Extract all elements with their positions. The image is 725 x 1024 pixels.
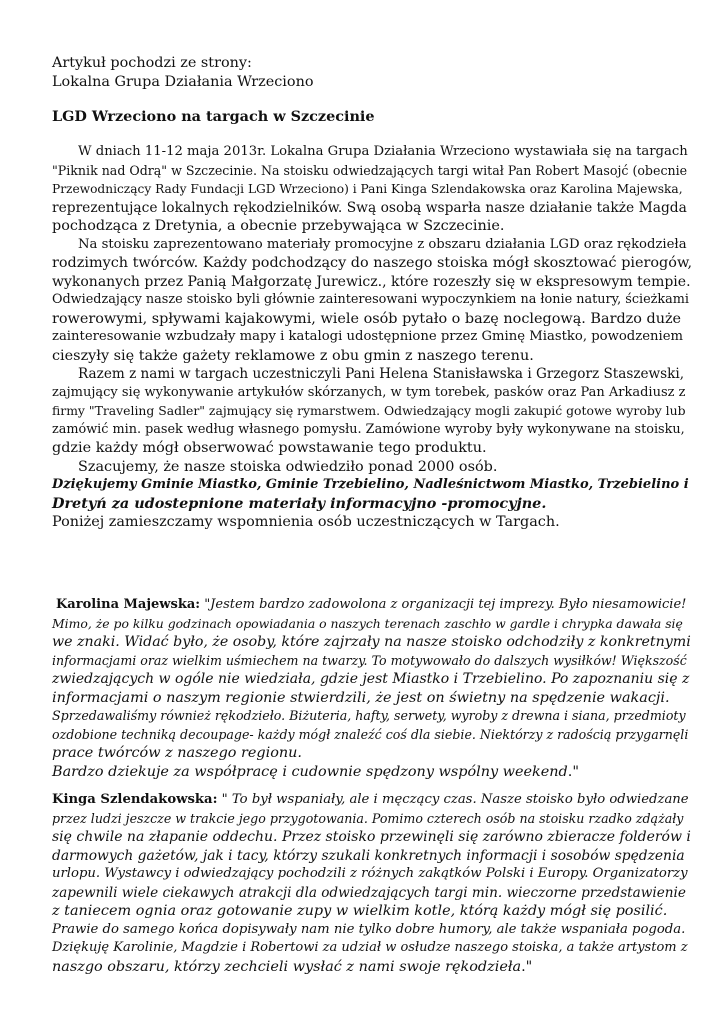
quote-text: " To był wspaniały, ale i męczący czas. Nasze stoisko było odwiedzane bbox=[221, 792, 689, 807]
quote-line: przez ludzi jeszcze w trakcie jego przygotowania. Pomimo czterech osób na stoisku rzadko zdążały bbox=[52, 810, 684, 826]
paragraph-line: zamówić min. pasek według własnego pomysłu. Zamówione wyroby były wykonywane na stoisku, bbox=[52, 421, 685, 437]
memories-intro: Poniżej zamieszczamy wspomnienia osób uczestniczących w Targach. bbox=[52, 514, 560, 530]
source-header bbox=[52, 54, 692, 91]
article-title-block bbox=[52, 108, 692, 127]
speaker-name: Kinga Szlendakowska: bbox=[52, 792, 218, 807]
quote-line: urlopu. Wystawcy i odwiedzający pochodzili z różnych zakątków Polski i Europy. Organizatorzy bbox=[52, 866, 688, 881]
paragraph-line: W dniach 11-12 maja 2013r. Lokalna Grupa Działania Wrzeciono wystawiała się na targach bbox=[78, 144, 688, 159]
paragraph-line: gdzie każdy mógł obserwować powstawanie tego produktu. bbox=[52, 440, 487, 456]
quote-line: informacjami o naszym regionie stwierdzili, że jest on świetny na spędzenie wakacji. bbox=[52, 689, 670, 706]
quote-line: z taniecem ognia oraz gotowanie zupy w wielkim kotle, którą każdy mógł się posilić. bbox=[52, 903, 668, 919]
speaker-name: Karolina Majewska: bbox=[56, 597, 201, 612]
paragraph-line: Przewodniczący Rady Fundacji LGD Wrzeciono) i Pani Kinga Szlendakowska oraz Karolina Majewska, bbox=[52, 182, 683, 196]
paragraph-line: "Piknik nad Odrą" w Szczecinie. Na stoisku odwiedzających targi witał Pan Robert Masojć (obecnie bbox=[52, 162, 688, 178]
quote-line: Dziękuję Karolinie, Magdzie i Robertowi za udział w osłudze naszego stoiska, a także artystom z bbox=[52, 940, 688, 955]
quote-line: zwiedzających w ogóle nie wiedziała, gdzie jest Miastko i Trzebielino. Po zapoznaniu się z bbox=[52, 671, 690, 687]
paragraph-line: rowerowymi, spływami kajakowymi, wiele osób pytało o bazę noclegową. Bardzo duże bbox=[52, 310, 682, 327]
quote-line: się chwile na złapanie oddechu. Przez stoisko przewinęli się zarówno zbieracze folderów i bbox=[52, 829, 691, 845]
quote-line: naszgo obszaru, którzy zechcieli wysłać z nami swoje rękodzieła bbox=[52, 958, 522, 975]
paragraph-line: pochodząca z Dretynia, a obecnie przebywająca w Szczecinie. bbox=[52, 218, 505, 234]
source-name: Lokalna Grupa Działania Wrzeciono bbox=[52, 73, 314, 90]
thanks-line: Dziękujemy Gminie Miastko, Gminie Trzebielino, Nadleśnictwom Miastko, Trzebielino i bbox=[52, 477, 689, 492]
quote-kinga bbox=[52, 791, 692, 976]
quote-line: ozdobione techniką decoupage- każdy mógł znaleźć coś dla siebie. Niektórzy z radością przygarnęli bbox=[52, 726, 689, 742]
quote-line: informacjami oraz wielkim uśmiechem na twarzy. To motywowało do dalszych wysiłków! Większość bbox=[52, 652, 687, 668]
quote-line: Prawie do samego końca dopisywały nam nie tylko dobre humory, ale także wspaniała pogoda. bbox=[52, 921, 686, 937]
paragraph-line: zajmujący się wykonywanie artykułów skórzanych, w tym torebek, pasków oraz Pan Arkadiusz z bbox=[52, 384, 686, 400]
quote-karolina bbox=[52, 596, 692, 781]
quote-line: zapewnili wiele ciekawych atrakcji dla odwiedzających targi min. wieczorne przedstawienie bbox=[52, 884, 686, 901]
quote-text: "Jestem bardzo zadowolona z organizacji tej imprezy. Było niesamowicie! bbox=[204, 597, 687, 612]
quote-line: darmowych gażetów, jak i tacy, którzy szukali konkretnych informacji i sosobów spędzenia bbox=[52, 847, 685, 864]
article-title: LGD Wrzeciono na targach w Szczecinie bbox=[52, 108, 375, 125]
quote-line: we znaki. Widać było, że osoby, które zajrzały na nasze stoisko odchodziły z konkretnymi bbox=[52, 634, 691, 650]
quote-line: Bardzo dziekuje za współpracę i cudownie spędzony wspólny weekend bbox=[52, 763, 568, 780]
memories-intro-block bbox=[52, 513, 692, 532]
paragraph-line: Szacujemy, że nasze stoiska odwiedziło ponad 2000 osób. bbox=[78, 458, 498, 475]
paragraph-line: cieszyły się także gażety reklamowe z obu gmin z naszego terenu. bbox=[52, 347, 534, 364]
article-body bbox=[52, 143, 692, 513]
paragraph-line: rodzimych twórców. Każdy podchodzący do naszego stoiska mógł skosztować pierogów, bbox=[52, 255, 693, 271]
paragraph-line: zainteresowanie wzbudzały mapy i katalogi udostępnione przez Gminę Miastko, powodzeniem bbox=[52, 329, 684, 344]
source-label: Artykuł pochodzi ze strony: bbox=[52, 55, 252, 71]
closing-quote: ." bbox=[521, 958, 533, 975]
quote-line: prace twórców z naszego regionu. bbox=[52, 745, 303, 761]
paragraph-line: Odwiedzający nasze stoisko byli głównie zainteresowani wypoczynkiem na łonie natury, ścieżkami bbox=[52, 292, 690, 307]
thanks-line: Dretyń za udostepnione materiały informacyjno -promocyjne. bbox=[52, 494, 547, 512]
quote-line: Mimo, że po kilku godzinach opowiadania o naszych terenach zaschło w gardle i chrypka dawała się bbox=[52, 615, 683, 631]
paragraph-line: Razem z nami w targach uczestniczyli Pani Helena Stanisławska i Grzegorz Staszewski, bbox=[78, 366, 685, 382]
quote-line: Sprzedawaliśmy również rękodzieło. Biżuteria, hafty, serwety, wyroby z drewna i siana, przedmioty bbox=[52, 708, 686, 723]
paragraph-line: Na stoisku zaprezentowano materiały promocyjne z obszaru działania LGD oraz rękodzieła bbox=[78, 236, 687, 252]
paragraph-line: reprezentujące lokalnych rękodzielników. Swą osobą wsparła nasze działanie także Magda bbox=[52, 199, 687, 216]
paragraph-line: firmy "Traveling Sadler" zajmujący się rymarstwem. Odwiedzający mogli zakupić gotowe wyroby lub bbox=[52, 403, 686, 418]
closing-quote: ." bbox=[567, 763, 579, 780]
paragraph-line: wykonanych przez Panią Małgorzatę Jurewicz., które rozeszły się w ekspresowym tempie. bbox=[52, 273, 691, 290]
